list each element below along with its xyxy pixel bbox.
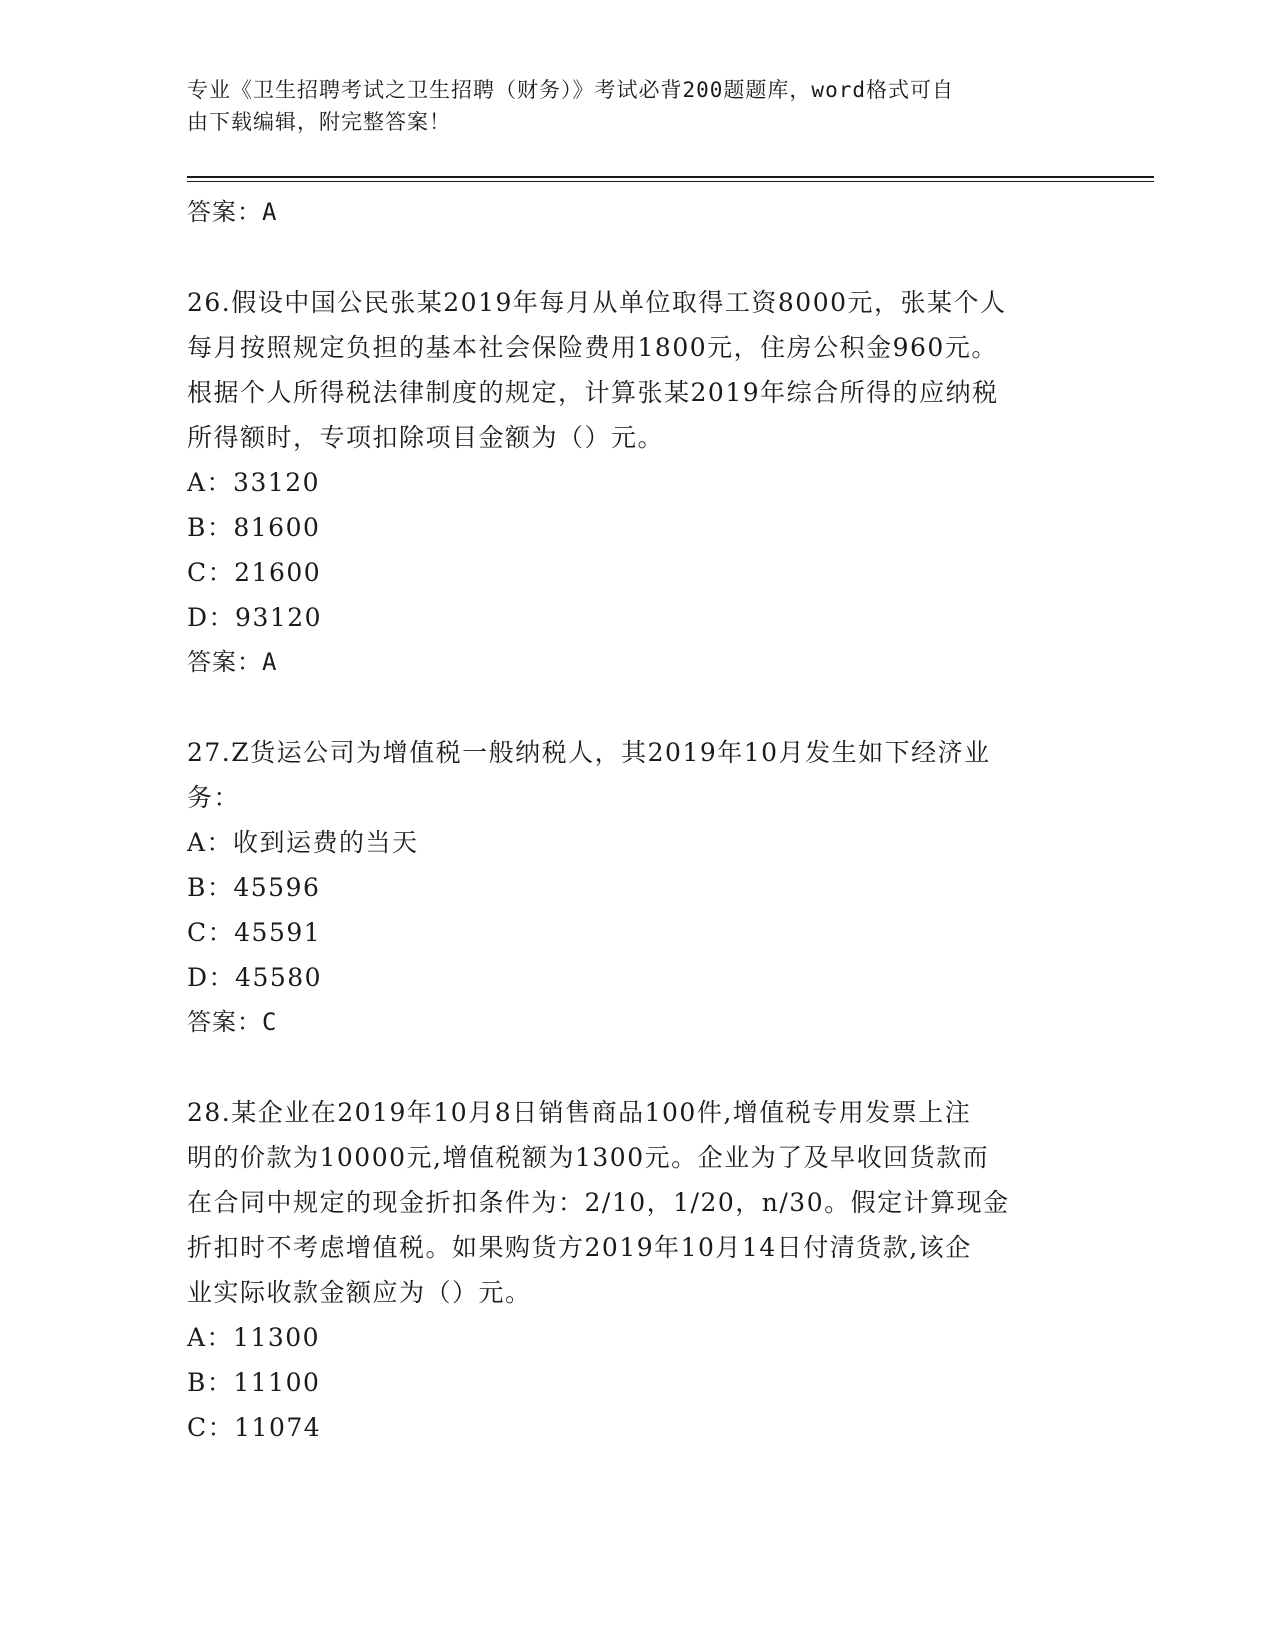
stem-line: 明的价款为10000元,增值税额为1300元。企业为了及早收回货款而 (187, 1143, 990, 1172)
option-a: A：收到运费的当天 (187, 828, 419, 857)
option-c: C：21600 (187, 558, 322, 587)
stem-line: 根据个人所得税法律制度的规定，计算张某2019年综合所得的应纳税 (187, 378, 999, 407)
option-b: B：11100 (187, 1368, 321, 1397)
answer-line: 答案：C (187, 1008, 278, 1036)
stem-line: 27.Z货运公司为增值税一般纳税人，其2019年10月发生如下经济业 (187, 738, 991, 767)
stem-line: 28.某企业在2019年10月8日销售商品100件,增值税专用发票上注 (187, 1098, 972, 1127)
option-c: C：11074 (187, 1413, 322, 1442)
option-a: A：11300 (187, 1323, 321, 1352)
question-26 (187, 280, 1067, 684)
stem-line: 务： (187, 783, 241, 812)
header-divider-thin (187, 181, 1154, 182)
question-27 (187, 730, 1067, 1044)
question-28 (187, 1090, 1067, 1450)
stem-line: 每月按照规定负担的基本社会保险费用1800元，住房公积金960元。 (187, 333, 998, 362)
spacer (187, 1044, 1067, 1090)
header-line: 专业《卫生招聘考试之卫生招聘（财务）》考试必背200题题库，word格式可自 (187, 78, 954, 102)
stem-line: 所得额时，专项扣除项目金额为（）元。 (187, 423, 665, 452)
stem-line: 折扣时不考虑增值税。如果购货方2019年10月14日付清货款,该企 (187, 1233, 972, 1262)
answer-line: 答案：A (187, 198, 278, 226)
option-b: B：81600 (187, 513, 321, 542)
header-line: 由下载编辑，附完整答案！ (187, 110, 451, 134)
stem-line: 在合同中规定的现金折扣条件为：2/10，1/20，n/30。假定计算现金 (187, 1188, 1010, 1217)
document-header (187, 74, 1067, 138)
option-a: A：33120 (187, 468, 321, 497)
header-divider (187, 176, 1154, 178)
option-c: C：45591 (187, 918, 322, 947)
spacer (187, 234, 1067, 280)
option-d: D：45580 (187, 963, 323, 992)
document-body (187, 190, 1067, 1450)
stem-line: 业实际收款金额应为（）元。 (187, 1278, 532, 1307)
question-stem (187, 730, 1067, 820)
stem-line: 26.假设中国公民张某2019年每月从单位取得工资8000元，张某个人 (187, 288, 1007, 317)
option-d: D：93120 (187, 603, 323, 632)
spacer (187, 684, 1067, 730)
question-stem (187, 280, 1067, 460)
answer-line: 答案：A (187, 648, 278, 676)
question-stem (187, 1090, 1067, 1315)
option-b: B：45596 (187, 873, 321, 902)
